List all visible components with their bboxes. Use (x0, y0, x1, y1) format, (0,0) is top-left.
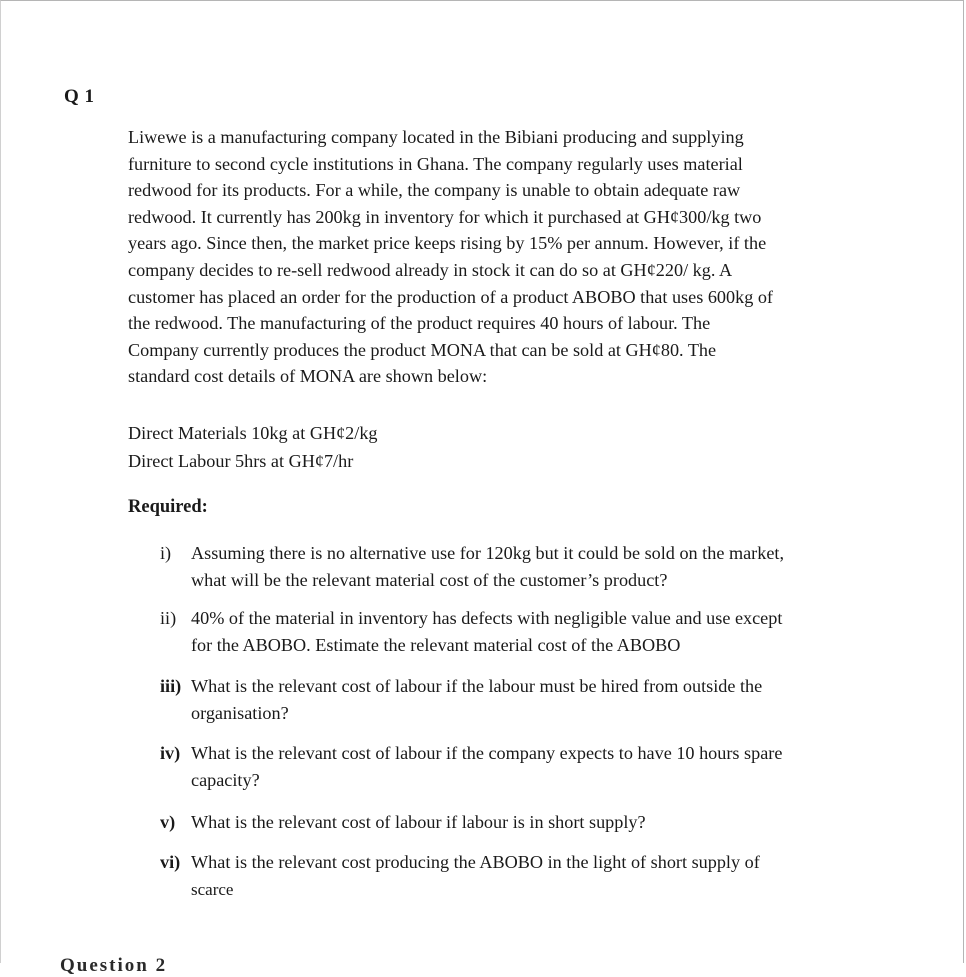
sub-question-text (191, 849, 891, 903)
sub-question-text (191, 809, 891, 836)
question-intro-paragraph (128, 124, 888, 390)
sub-question-text (191, 540, 891, 594)
sub-question-line: scarce (191, 880, 234, 899)
sub-question-number: vi) (160, 852, 181, 872)
intro-line: years ago. Since then, the market price keeps rising by 15% per annum. However, if the (128, 233, 767, 254)
question-label: Q 1 (64, 86, 95, 107)
intro-line: Company currently produces the product MONA that can be sold at GH¢80. The (128, 339, 717, 360)
intro-line: company decides to re-sell redwood already in stock it can do so at GH¢220/ kg. A (128, 259, 733, 280)
intro-line: furniture to second cycle institutions in Ghana. The company regularly uses material (128, 153, 743, 174)
sub-question-line: What is the relevant cost of labour if the labour must be hired from outside the (191, 676, 763, 696)
sub-question-text (191, 673, 891, 727)
intro-line: redwood for its products. For a while, the company is unable to obtain adequate raw (128, 180, 741, 201)
sub-question-line: capacity? (191, 770, 260, 790)
sub-question-number: v) (160, 812, 176, 832)
sub-question-line: organisation? (191, 703, 289, 723)
sub-question-line: What is the relevant cost of labour if labour is in short supply? (191, 812, 646, 832)
sub-question-number: ii) (160, 608, 177, 628)
intro-line: redwood. It currently has 200kg in inventory for which it purchased at GH¢300/kg two (128, 206, 762, 227)
sub-question-line: for the ABOBO. Estimate the relevant material cost of the ABOBO (191, 635, 681, 655)
direct-labour-line: Direct Labour 5hrs at GH¢7/hr (128, 451, 354, 471)
sub-question-line: What is the relevant cost of labour if the company expects to have 10 hours spare (191, 743, 783, 763)
direct-materials-line: Direct Materials 10kg at GH¢2/kg (128, 423, 378, 443)
sub-question-number: iv) (160, 743, 181, 763)
required-heading: Required: (128, 497, 208, 517)
sub-question-number: iii) (160, 676, 182, 696)
sub-question-line: 40% of the material in inventory has defects with negligible value and use except (191, 608, 783, 628)
sub-question-line: Assuming there is no alternative use for 120kg but it could be sold on the market, (191, 543, 784, 563)
intro-line: the redwood. The manufacturing of the product requires 40 hours of labour. The (128, 313, 711, 334)
intro-line: standard cost details of MONA are shown below: (128, 366, 488, 387)
sub-question-line: what will be the relevant material cost of the customer’s product? (191, 570, 668, 590)
sub-question-text (191, 740, 891, 794)
standard-cost-details (128, 419, 378, 475)
sub-question-line: What is the relevant cost producing the ABOBO in the light of short supply of (191, 852, 760, 872)
sub-question-text (191, 605, 891, 659)
intro-line: Liwewe is a manufacturing company located in the Bibiani producing and supplying (128, 127, 744, 147)
sub-question-number: i) (160, 543, 172, 563)
next-question-heading-cut-off: Question 2 (60, 955, 168, 976)
intro-line: customer has placed an order for the production of a product ABOBO that uses 600kg of (128, 286, 773, 307)
